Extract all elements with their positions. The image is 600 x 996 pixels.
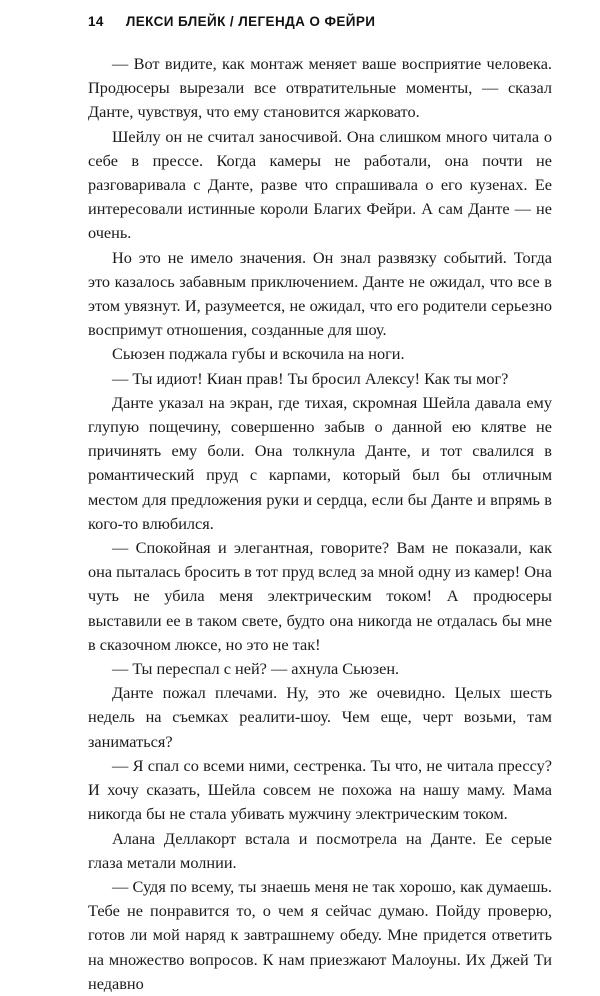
- paragraph: Сьюзен поджала губы и вскочила на ноги.: [112, 344, 405, 364]
- body-text: [88, 52, 552, 996]
- paragraph: Данте указал на экран, где тихая, скромная Шейла давала ему глупую пощечину, совершенно забыв о данной ею клятве не причинять ему боли. Она толкнула Данте, и тот свалился в романтический пруд с карпами, который был бы отличным местом для предложения руки и сердца, если бы Данте и впрямь в кого-то влюбился.: [88, 392, 552, 533]
- paragraph: Данте пожал плечами. Ну, это же очевидно. Целых шесть недель на съемках реалити-шоу. Чем еще, черт возьми, там заниматься?: [88, 683, 552, 751]
- paragraph: — Спокойная и элегантная, говорите? Вам не показали, как она пыталась бросить в тот пруд вслед за мной одну из камер! Она чуть не убила меня электрическим током! А продюсеры выставили ее в таком свете, будто она никогда не отдалась бы мне в сказочном люксе, но это не так!: [88, 538, 552, 654]
- paragraph: Шейлу он не считал заносчивой. Она слишком много читала о себе в прессе. Когда камеры не работали, она почти не разговаривала с Данте, разве что спрашивала о его кузенах. Ее интересовали истинные короли Благих Фейри. А сам Данте — не очень.: [88, 126, 552, 243]
- paragraph: — Судя по всему, ты знаешь меня не так хорошо, как думаешь. Тебе не понравится то, о чем я сейчас думаю. Пойду проверю, готов ли мой наряд к завтрашнему обеду. Мне придется ответить на множество вопросов. К нам приезжают Малоуны. Их Джей Ти недавно: [88, 876, 552, 993]
- paragraph: — Ты переспал с ней? — ахнула Сьюзен.: [112, 659, 400, 679]
- page-number: 14: [88, 14, 104, 29]
- running-header: [88, 14, 552, 38]
- paragraph: Алана Деллакорт встала и посмотрела на Данте. Ее серые глаза метали молнии.: [88, 828, 552, 872]
- paragraph: — Вот видите, как монтаж меняет ваше восприятие человека. Продюсеры вырезали все отвратительные моменты, — сказал Данте, чувствуя, что ему становится жарковато.: [88, 54, 552, 122]
- paragraph: — Ты идиот! Киан прав! Ты бросил Алексу! Как ты мог?: [112, 368, 509, 388]
- paragraph: — Я спал со всеми ними, сестренка. Ты что, не читала прессу? И хочу сказать, Шейла совсем не похожа на нашу маму. Мама никогда бы не стала убивать мужчину электрическим током.: [88, 755, 552, 824]
- paragraph: Но это не имело значения. Он знал развязку событий. Тогда это казалось забавным приключением. Данте не ожидал, что все в этом увязнут. И, разумеется, не ожидал, что его родители серьезно воспримут отношения, созданные для шоу.: [88, 247, 552, 340]
- running-title: ЛЕКСИ БЛЕЙК / ЛЕГЕНДА О ФЕЙРИ: [125, 14, 376, 29]
